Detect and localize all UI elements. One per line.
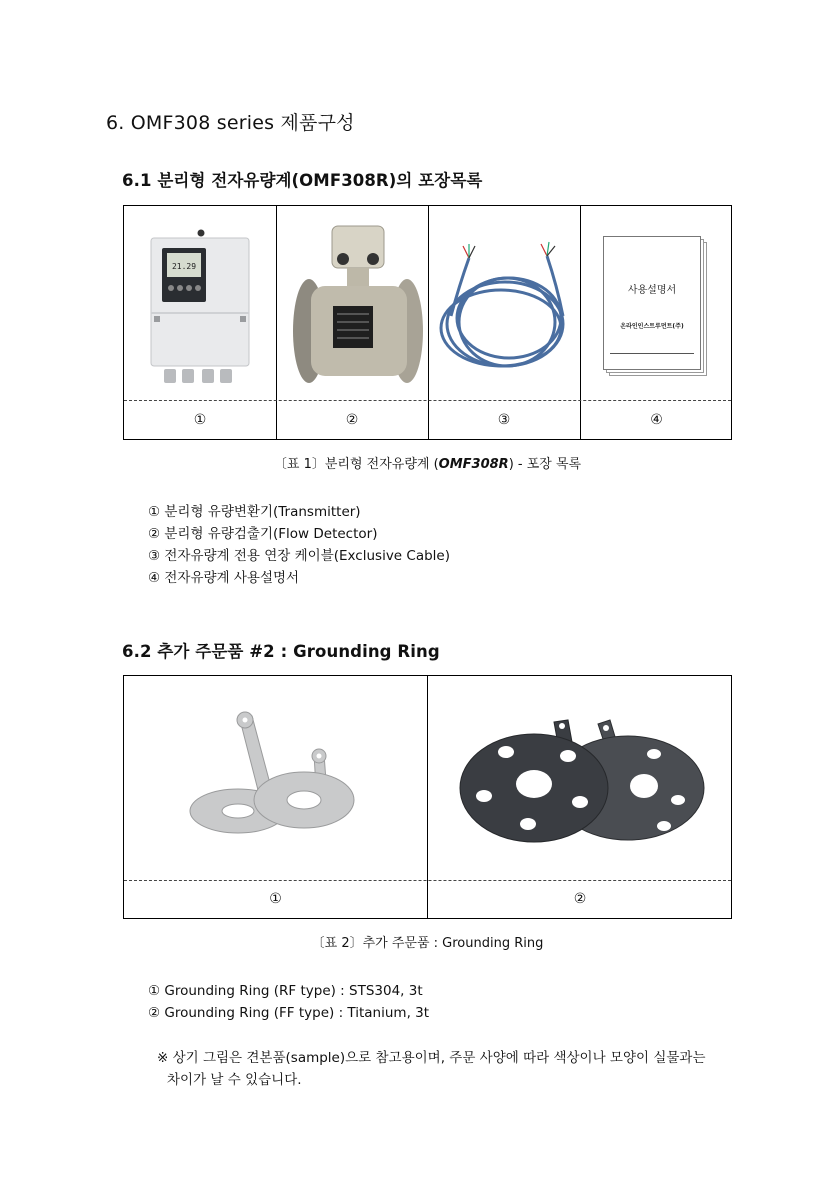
- transmitter-display-value: 21.29: [171, 262, 197, 271]
- package-list: [148, 501, 450, 589]
- rf-ring-image: [124, 676, 427, 880]
- package-num-1: ①: [193, 412, 207, 428]
- package-cell-4: [580, 206, 733, 439]
- table-1-caption: [123, 453, 732, 472]
- list-item: ④ 전자유량계 사용설명서: [148, 570, 300, 586]
- ring-num-1: ①: [269, 891, 282, 907]
- caption-1-model: OMF308R: [438, 457, 509, 472]
- caption-1-prefix: 〔표 1〕분리형 전자유량계 (: [273, 457, 439, 472]
- note-line-2: 차이가 날 수 있습니다.: [167, 1072, 302, 1088]
- package-num-2: ②: [345, 412, 359, 428]
- list-item: ② 분리형 유량검출기(Flow Detector): [148, 526, 378, 542]
- sample-note: [157, 1047, 787, 1091]
- subsection-title-6-1: 6.1 분리형 전자유량계(OMF308R)의 포장목록: [122, 171, 483, 190]
- package-cell-1: [124, 206, 276, 439]
- manual-cover: [603, 236, 701, 370]
- package-num-4: ④: [650, 412, 663, 428]
- list-item: ② Grounding Ring (FF type) : Titanium, 3t: [148, 1005, 430, 1021]
- manual-cover-company: 온라인인스트루먼트(주): [620, 323, 684, 330]
- list-item: ① Grounding Ring (RF type) : STS304, 3t: [148, 983, 423, 999]
- transmitter-image: [124, 206, 276, 401]
- list-item: ① 분리형 유량변환기(Transmitter): [148, 504, 361, 520]
- ring-cell-1: [124, 676, 427, 918]
- ff-ring-image: [428, 676, 734, 880]
- ring-num-2: ②: [573, 891, 587, 907]
- package-cell-3: [428, 206, 580, 439]
- grounding-ring-table: [123, 675, 732, 919]
- table-2-caption: 〔표 2〕추가 주문품 : Grounding Ring: [311, 936, 544, 951]
- package-table: [123, 205, 732, 440]
- note-line-1: ※ 상기 그림은 견본품(sample)으로 참고용이며, 주문 사양에 따라 색상이나 모양이 실물과는: [157, 1050, 706, 1066]
- list-item: ③ 전자유량계 전용 연장 케이블(Exclusive Cable): [148, 548, 450, 564]
- cable-image: [429, 206, 581, 401]
- package-cell-2: [276, 206, 428, 439]
- subsection-title-6-2: 6.2 추가 주문품 #2 : Grounding Ring: [122, 642, 440, 661]
- section-title: 6. OMF308 series 제품구성: [106, 112, 355, 134]
- flow-detector-image: [277, 206, 429, 401]
- manual-cover-title: 사용설명서: [627, 285, 677, 296]
- ring-list: [148, 980, 429, 1024]
- package-num-3: ③: [497, 412, 511, 428]
- ring-cell-2: [427, 676, 733, 918]
- caption-1-suffix: ) - 포장 목록: [508, 457, 582, 472]
